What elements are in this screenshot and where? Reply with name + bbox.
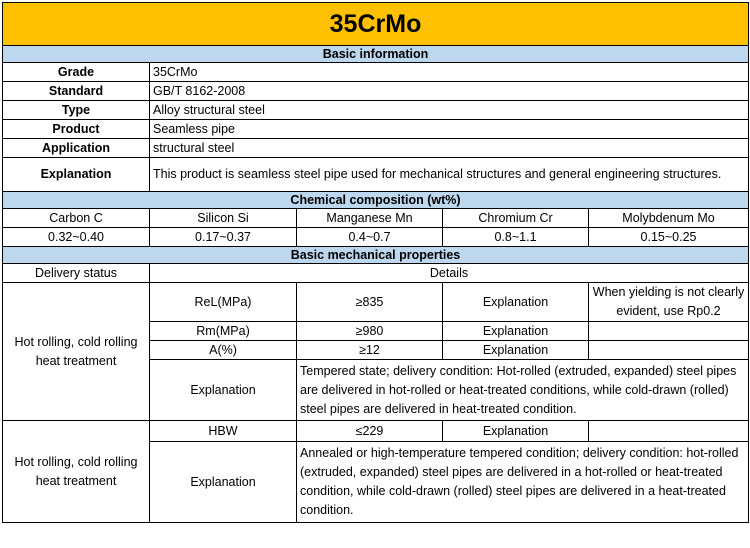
rel-value: ≥835 xyxy=(297,283,443,322)
type-label: Type xyxy=(3,101,150,120)
standard-label: Standard xyxy=(3,82,150,101)
a-value: ≥12 xyxy=(297,341,443,360)
application-label: Application xyxy=(3,139,150,158)
product-label: Product xyxy=(3,120,150,139)
group2-explanation-label: Explanation xyxy=(150,442,297,523)
delivery-status-2: Hot rolling, cold rolling heat treatment xyxy=(3,421,150,523)
group1-explanation-label: Explanation xyxy=(150,360,297,421)
delivery-status-1: Hot rolling, cold rolling heat treatment xyxy=(3,283,150,421)
mechanical-header: Basic mechanical properties xyxy=(3,247,749,264)
element-molybdenum: Molybdenum Mo xyxy=(589,209,749,228)
hbw-explanation-text xyxy=(589,421,749,442)
type-value: Alloy structural steel xyxy=(150,101,749,120)
element-manganese: Manganese Mn xyxy=(297,209,443,228)
element-carbon: Carbon C xyxy=(3,209,150,228)
product-value: Seamless pipe xyxy=(150,120,749,139)
page-title: 35CrMo xyxy=(3,3,749,46)
grade-value: 35CrMo xyxy=(150,63,749,82)
explanation-value: This product is seamless steel pipe used for mechanical structures and general engineering structures. xyxy=(150,158,749,192)
hbw-value: ≤229 xyxy=(297,421,443,442)
value-chromium: 0.8~1.1 xyxy=(443,228,589,247)
group2-explanation-text: Annealed or high-temperature tempered condition; delivery condition: hot-rolled (extruded, expanded) steel pipes are delivered in a hot-rolled or heat-treated condition, while cold-drawn (rolled) steel pipes are delivered in a heat-treated condition. xyxy=(297,442,749,523)
a-explanation-text xyxy=(589,341,749,360)
element-chromium: Chromium Cr xyxy=(443,209,589,228)
standard-value: GB/T 8162-2008 xyxy=(150,82,749,101)
explanation-label: Explanation xyxy=(3,158,150,192)
group1-explanation-text: Tempered state; delivery condition: Hot-rolled (extruded, expanded) steel pipes are delivered in hot-rolled or heat-treated conditions, while cold-drawn (rolled) steel pipes are delivered in heat-treated condition. xyxy=(297,360,749,421)
rel-explanation-text: When yielding is not clearly evident, use Rp0.2 xyxy=(589,283,749,322)
rm-explanation-text xyxy=(589,322,749,341)
material-spec-table xyxy=(2,2,749,523)
rm-value: ≥980 xyxy=(297,322,443,341)
element-silicon: Silicon Si xyxy=(150,209,297,228)
value-manganese: 0.4~0.7 xyxy=(297,228,443,247)
value-carbon: 0.32~0.40 xyxy=(3,228,150,247)
application-value: structural steel xyxy=(150,139,749,158)
value-molybdenum: 0.15~0.25 xyxy=(589,228,749,247)
hbw-explanation-label: Explanation xyxy=(443,421,589,442)
hbw-label: HBW xyxy=(150,421,297,442)
chemical-header: Chemical composition (wt%) xyxy=(3,192,749,209)
basic-info-header: Basic information xyxy=(3,46,749,63)
delivery-status-label: Delivery status xyxy=(3,264,150,283)
value-silicon: 0.17~0.37 xyxy=(150,228,297,247)
a-label: A(%) xyxy=(150,341,297,360)
details-label: Details xyxy=(150,264,749,283)
grade-label: Grade xyxy=(3,63,150,82)
rm-label: Rm(MPa) xyxy=(150,322,297,341)
rel-explanation-label: Explanation xyxy=(443,283,589,322)
rm-explanation-label: Explanation xyxy=(443,322,589,341)
a-explanation-label: Explanation xyxy=(443,341,589,360)
rel-label: ReL(MPa) xyxy=(150,283,297,322)
